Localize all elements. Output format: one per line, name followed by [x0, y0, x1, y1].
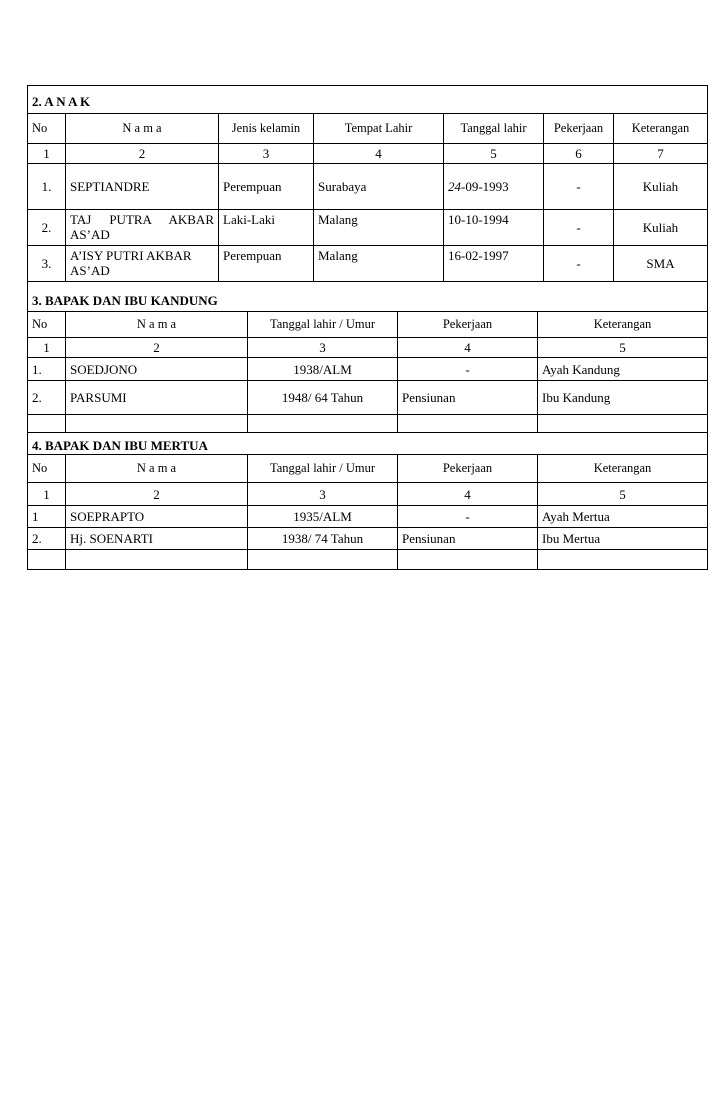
anak-row-1-nama: SEPTIANDRE [65, 164, 218, 209]
kandung-header-nama: N a m a [65, 312, 247, 337]
kandung-number-2: 2 [65, 338, 247, 357]
anak-row-3-jenis-kelamin: Perempuan [218, 246, 313, 281]
anak-row-2-tempat-lahir: Malang [313, 210, 443, 245]
mertua-row-2-nama: Hj. SOENARTI [65, 528, 247, 549]
kandung-row-2-keterangan: Ibu Kandung [537, 381, 707, 414]
mertua-row-1 [28, 506, 707, 528]
kandung-row-1 [28, 358, 707, 381]
kandung-header-tanggal-umur: Tanggal lahir / Umur [247, 312, 397, 337]
mertua-row-1-keterangan: Ayah Mertua [537, 506, 707, 527]
section-mertua-title-row [28, 433, 707, 455]
section-kandung-title-row [28, 282, 707, 312]
kandung-row-2-nama: PARSUMI [65, 381, 247, 414]
mertua-empty-row [28, 550, 707, 569]
mertua-empty-tanggal [247, 550, 397, 569]
anak-row-1-jenis-kelamin: Perempuan [218, 164, 313, 209]
anak-row-1 [28, 164, 707, 210]
kandung-number-4: 4 [397, 338, 537, 357]
kandung-header-pekerjaan: Pekerjaan [397, 312, 537, 337]
anak-row-3 [28, 246, 707, 282]
mertua-number-4: 4 [397, 483, 537, 505]
anak-row-2-pekerjaan: - [543, 210, 613, 245]
mertua-empty-nama [65, 550, 247, 569]
kandung-header-no: No [32, 317, 48, 331]
anak-number-5: 5 [443, 144, 543, 163]
mertua-header-tanggal-umur: Tanggal lahir / Umur [247, 455, 397, 482]
kandung-empty-no [28, 415, 65, 432]
kandung-number-5: 5 [537, 338, 707, 357]
anak-row-2-keterangan: Kuliah [613, 210, 707, 245]
anak-number-2: 2 [65, 144, 218, 163]
mertua-header-nama: N a m a [65, 455, 247, 482]
kandung-header-row [28, 312, 707, 338]
kandung-number-row [28, 338, 707, 358]
anak-number-4: 4 [313, 144, 443, 163]
anak-row-2-jenis-kelamin: Laki-Laki [218, 210, 313, 245]
kandung-row-2-no: 2. [32, 390, 42, 405]
section-mertua-title: 4. BAPAK DAN IBU MERTUA [32, 438, 208, 453]
kandung-empty-nama [65, 415, 247, 432]
anak-row-3-no: 3. [41, 256, 52, 271]
anak-row-3-keterangan: SMA [613, 246, 707, 281]
mertua-row-2-no: 2. [32, 531, 42, 546]
mertua-empty-pekerjaan [397, 550, 537, 569]
mertua-row-1-nama: SOEPRAPTO [65, 506, 247, 527]
anak-row-3-tanggal-lahir: 16-02-1997 [443, 246, 543, 281]
anak-header-tempat-lahir: Tempat Lahir [313, 114, 443, 143]
section-anak-title: 2. A N A K [32, 94, 91, 109]
anak-header-nama: N a m a [65, 114, 218, 143]
family-data-form [27, 85, 708, 570]
mertua-header-row [28, 455, 707, 483]
kandung-row-2-pekerjaan: Pensiunan [397, 381, 537, 414]
mertua-row-2-pekerjaan: Pensiunan [397, 528, 537, 549]
anak-row-1-tanggal-lahir [443, 164, 543, 209]
anak-header-pekerjaan: Pekerjaan [543, 114, 613, 143]
mertua-number-3: 3 [247, 483, 397, 505]
anak-row-3-tempat-lahir: Malang [313, 246, 443, 281]
anak-number-6: 6 [543, 144, 613, 163]
anak-row-1-keterangan: Kuliah [613, 164, 707, 209]
mertua-number-row [28, 483, 707, 506]
kandung-row-1-nama: SOEDJONO [65, 358, 247, 380]
kandung-row-1-tanggal-umur: 1938/ALM [247, 358, 397, 380]
kandung-empty-pekerjaan [397, 415, 537, 432]
anak-row-2-nama: TAJ PUTRA AKBAR AS’AD [65, 210, 218, 245]
mertua-header-keterangan: Keterangan [537, 455, 707, 482]
mertua-row-1-no: 1 [32, 509, 39, 524]
mertua-row-2-keterangan: Ibu Mertua [537, 528, 707, 549]
kandung-row-2 [28, 381, 707, 415]
mertua-number-1: 1 [43, 486, 50, 502]
kandung-row-1-pekerjaan: - [397, 358, 537, 380]
anak-number-3: 3 [218, 144, 313, 163]
anak-row-2-tanggal-lahir: 10-10-1994 [443, 210, 543, 245]
anak-row-1-pekerjaan: - [543, 164, 613, 209]
anak-row-1-tanggal-rest: -09-1993 [461, 179, 509, 194]
mertua-row-2 [28, 528, 707, 550]
kandung-empty-row [28, 415, 707, 433]
mertua-number-5: 5 [537, 483, 707, 505]
kandung-empty-keterangan [537, 415, 707, 432]
anak-number-row [28, 144, 707, 164]
anak-row-2 [28, 210, 707, 246]
mertua-empty-no [28, 550, 65, 569]
mertua-row-1-pekerjaan: - [397, 506, 537, 527]
anak-row-3-pekerjaan: - [543, 246, 613, 281]
kandung-row-1-keterangan: Ayah Kandung [537, 358, 707, 380]
section-kandung-title: 3. BAPAK DAN IBU KANDUNG [32, 293, 218, 308]
anak-header-jenis-kelamin: Jenis kelamin [218, 114, 313, 143]
kandung-number-1: 1 [43, 340, 50, 355]
kandung-empty-tanggal [247, 415, 397, 432]
mertua-number-2: 2 [65, 483, 247, 505]
mertua-empty-keterangan [537, 550, 707, 569]
anak-row-1-no: 1. [41, 179, 52, 194]
anak-row-1-tanggal-day: 24 [448, 179, 461, 194]
anak-number-1: 1 [43, 146, 50, 161]
kandung-row-2-tanggal-umur: 1948/ 64 Tahun [247, 381, 397, 414]
kandung-number-3: 3 [247, 338, 397, 357]
mertua-row-2-tanggal-umur: 1938/ 74 Tahun [247, 528, 397, 549]
anak-row-1-tempat-lahir: Surabaya [313, 164, 443, 209]
kandung-header-keterangan: Keterangan [537, 312, 707, 337]
anak-row-2-no: 2. [41, 220, 52, 235]
section-anak-title-row [28, 86, 707, 114]
mertua-row-1-tanggal-umur: 1935/ALM [247, 506, 397, 527]
anak-number-7: 7 [613, 144, 707, 163]
anak-header-no: No [32, 121, 48, 135]
kandung-row-1-no: 1. [32, 361, 42, 377]
anak-header-keterangan: Keterangan [613, 114, 707, 143]
anak-row-3-nama: A’ISY PUTRI AKBAR AS’AD [65, 246, 218, 281]
anak-header-tanggal-lahir: Tanggal lahir [443, 114, 543, 143]
anak-header-row [28, 114, 707, 144]
mertua-header-pekerjaan: Pekerjaan [397, 455, 537, 482]
mertua-header-no: No [32, 461, 48, 475]
